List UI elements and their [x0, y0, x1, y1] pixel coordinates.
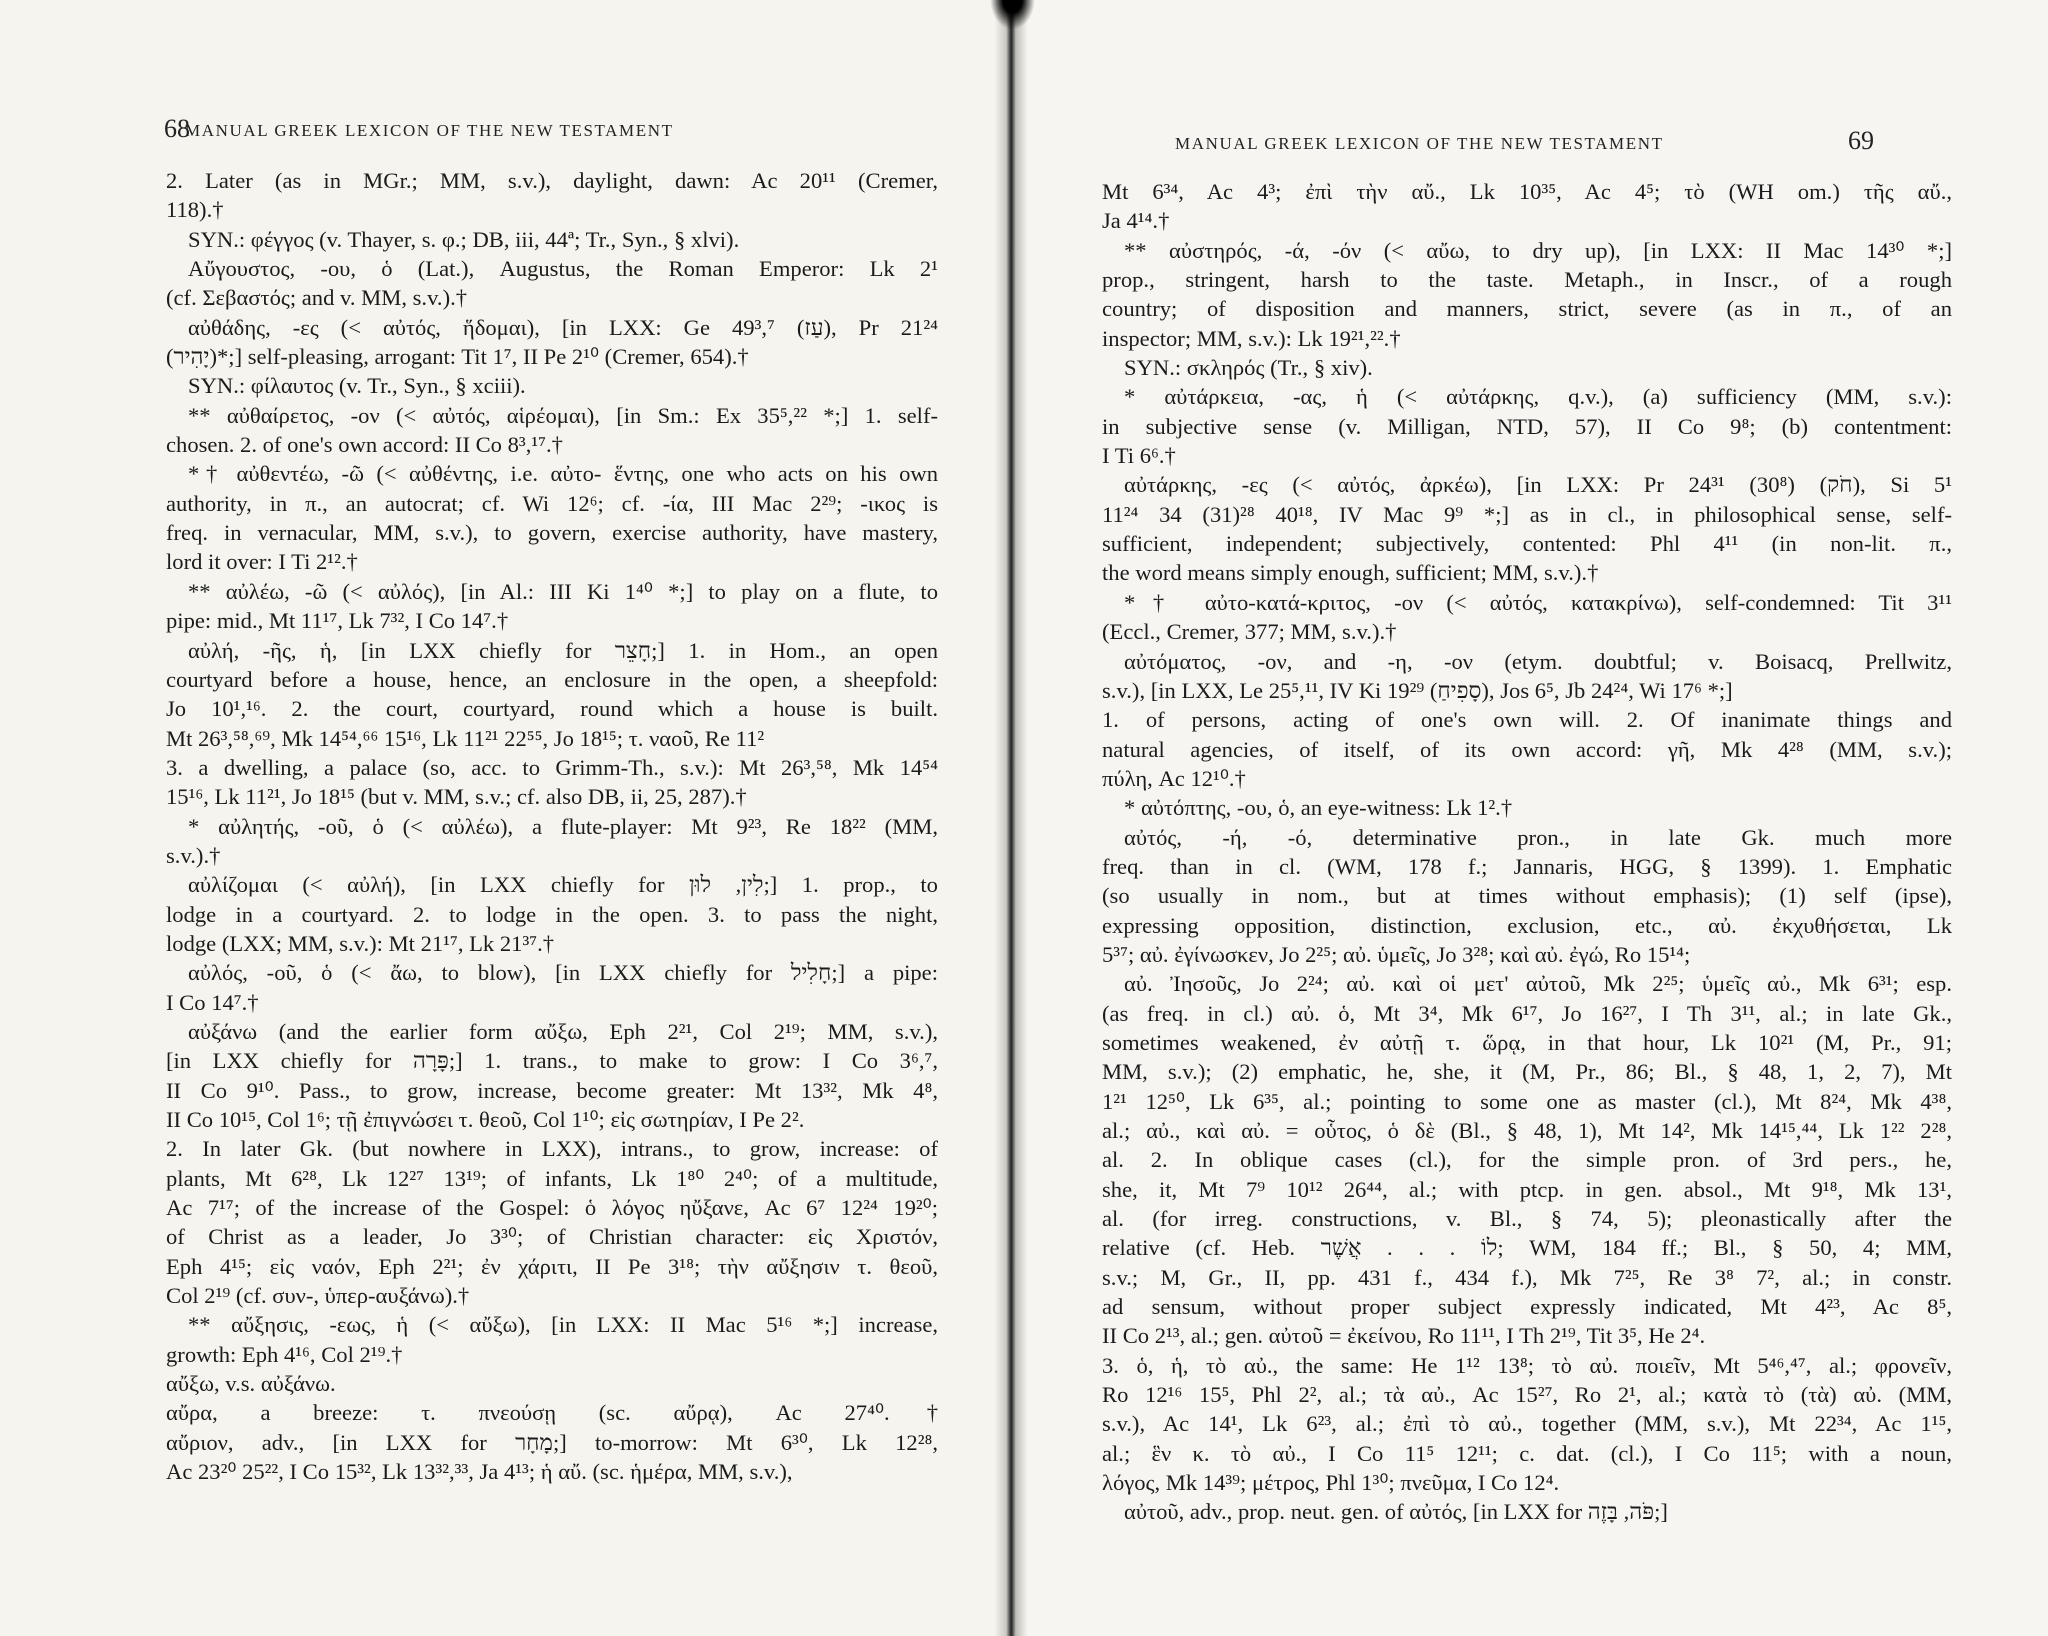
text-line: ** αὐθαίρετος, -ον (< αὐτός, αἱρέομαι), [in Sm.: Ex 35⁵,²² *;] 1. self- — [188, 402, 938, 428]
text-line: 118).† — [166, 197, 224, 223]
text-line: II Co 9¹⁰. Pass., to grow, increase, become greater: Mt 13³², Mk 4⁸, — [166, 1077, 938, 1103]
text-line: al.; ἓν κ. τὸ αὐ., I Co 11⁵ 12¹¹; c. dat. (cl.), I Co 11⁵; with a noun, — [1102, 1440, 1952, 1466]
text-line: 2. Later (as in MGr.; MM, s.v.), daylight, dawn: Ac 20¹¹ (Cremer, — [166, 168, 938, 193]
text-line: αὔρα, a breeze: τ. πνεούσῃ (sc. αὔρᾳ), Ac 27⁴⁰.† — [166, 1400, 938, 1426]
right-page — [1010, 0, 2048, 1636]
left-running-head: MANUAL GREEK LEXICON OF THE NEW TESTAMENT — [185, 121, 674, 140]
text-line: ** αὐστηρός, -ά, -όν (< αὔω, to dry up), [in LXX: II Mac 14³⁰ *;] — [1124, 237, 1952, 263]
left-text-block — [166, 166, 938, 1486]
text-line: s.v.), Ac 14¹, Lk 6²³, al.; ἐπὶ τὸ αὐ., together (MM, s.v.), Mt 22³⁴, Ac 1¹⁵, — [1102, 1411, 1952, 1437]
text-line: MM, s.v.); (2) emphatic, he, she, it (M, Pr., 86; Bl., § 48, 1, 2, 7), Mt — [1102, 1059, 1952, 1085]
text-line: ** αὔξησις, -εως, ἡ (< αὔξω), [in LXX: II Mac 5¹⁶ *;] increase, — [188, 1312, 938, 1338]
right-running-head: MANUAL GREEK LEXICON OF THE NEW TESTAMENT — [1175, 134, 1664, 153]
text-line: 3. a dwelling, a palace (so, acc. to Grimm-Th., s.v.): Mt 26³,⁵⁸, Mk 14⁵⁴ — [166, 754, 938, 780]
text-line: SYN.: σκληρός (Tr., § xiv). — [1124, 355, 1373, 381]
text-line: (cf. Σεβαστός; and v. MM, s.v.).† — [166, 285, 468, 311]
left-page — [0, 0, 1010, 1636]
text-line: pipe: mid., Mt 11¹⁷, Lk 7³², I Co 14⁷.† — [166, 608, 509, 634]
text-line: ** αὐλέω, -ῶ (< αὐλός), [in Al.: III Ki 1⁴⁰ *;] to play on a flute, to — [188, 578, 938, 604]
text-line: she, it, Mt 7⁹ 10¹² 26⁴⁴, al.; with ptcp. in gen. absol., Mt 9¹⁸, Mk 13¹, — [1102, 1176, 1952, 1202]
text-line: al. (for irreg. constructions, v. Bl., § 74, 5); pleonastically after the — [1102, 1206, 1952, 1232]
text-line: αὐλός, -οῦ, ὁ (< ἄω, to blow), [in LXX chiefly for חָלִיל;] a pipe: — [188, 960, 938, 986]
right-page-number: 69 — [1848, 126, 1874, 155]
text-line: chosen. 2. of one's own accord: II Co 8³,¹⁷.† — [166, 432, 563, 458]
text-line: πύλη, Ac 12¹⁰.† — [1102, 765, 1246, 791]
text-line: relative (cf. Heb. לוֹ . . . אֲשֶׁר; WM, 184 ff.; Bl., § 50, 4; MM, — [1102, 1235, 1952, 1261]
text-line: 1²¹ 12⁵⁰, Lk 6³⁵, al.; pointing to some one as master (cl.), Mt 8²⁴, Mk 4³⁸, — [1102, 1088, 1952, 1114]
left-page-number: 68 — [164, 114, 190, 143]
text-line: (so usually in nom., but at times without emphasis); (1) self (ipse), — [1102, 883, 1952, 909]
text-line: Ac 7¹⁷; of the increase of the Gospel: ὁ λόγος ηὔξανε, Ac 6⁷ 12²⁴ 19²⁰; — [166, 1195, 938, 1221]
text-line: lord it over: I Ti 2¹².† — [166, 549, 358, 575]
text-line: al. 2. In oblique cases (cl.), for the simple pron. of 3rd pers., he, — [1102, 1147, 1952, 1173]
text-line: Eph 4¹⁵; εἰς ναόν, Eph 2²¹; ἐν χάριτι, II Pe 3¹⁸; τὴν αὔξησιν τ. θεοῦ, — [166, 1253, 938, 1279]
text-line: αὔξω, v.s. αὐξάνω. — [166, 1371, 336, 1397]
text-line: Jo 10¹,¹⁶. 2. the court, courtyard, round which a house is built. — [166, 696, 938, 722]
text-line: plants, Mt 6²⁸, Lk 12²⁷ 13¹⁹; of infants, Lk 1⁸⁰ 2⁴⁰; of a multitude, — [166, 1165, 938, 1191]
text-line: SYN.: φίλαυτος (v. Tr., Syn., § xciii). — [188, 373, 526, 399]
text-line: 5³⁷; αὐ. ἐγίνωσκεν, Jo 2²⁵; αὐ. ὑμεῖς, Jo 3²⁸; καὶ αὐ. ἐγώ, Ro 15¹⁴; — [1102, 941, 1691, 967]
text-line: ad sensum, without proper subject expressly indicated, Mt 4²³, Ac 8⁵, — [1102, 1294, 1952, 1320]
text-line: I Co 14⁷.† — [166, 989, 259, 1015]
text-line: s.v.), [in LXX, Le 25⁵,¹¹, IV Ki 19²⁹ (סָפִיחַ), Jos 6⁵, Jb 24²⁴, Wi 17⁶ *;] — [1102, 677, 1733, 703]
text-line: αὐτοῦ, adv., prop. neut. gen. of αὐτός, [in LXX for פֹּה, בָּזֶה;] — [1124, 1499, 1668, 1525]
text-line: Ja 4¹⁴.† — [1102, 208, 1170, 234]
text-line: αὐτός, -ή, -ό, determinative pron., in late Gk. much more — [1124, 824, 1952, 850]
text-line: αὐξάνω (and the earlier form αὔξω, Eph 2²¹, Col 2¹⁹; MM, s.v.), — [188, 1018, 938, 1044]
text-line: Ro 12¹⁶ 15⁵, Phl 2², al.; τὰ αὐ., Ac 15²⁷, Ro 2¹, al.; κατὰ τὸ (τὰ) αὐ. (MM, — [1102, 1382, 1952, 1408]
text-line: αὐτόματος, -ον, and -η, -ον (etym. doubtful; v. Boisacq, Prellwitz, — [1124, 648, 1952, 674]
text-line: I Ti 6⁶.† — [1102, 443, 1176, 469]
text-line: lodge in a courtyard. 2. to lodge in the open. 3. to pass the night, — [166, 901, 938, 927]
text-line: Αὔγουστος, -ου, ὁ (Lat.), Augustus, the Roman Emperor: Lk 2¹ — [188, 256, 938, 282]
text-line: (יָהִיר)*;] self-pleasing, arrogant: Tit 1⁷, II Pe 2¹⁰ (Cremer, 654).† — [166, 344, 749, 370]
text-line: *† αὐθεντέω, -ῶ (< αὐθέντης, i.e. αὐτο- ἕντης, one who acts on his own — [188, 461, 938, 487]
text-line: sometimes weakened, ἐν αὐτῇ τ. ὥρᾳ, in that hour, Lk 10²¹ (M, Pr., 91; — [1102, 1029, 1952, 1055]
text-line: SYN.: φέγγος (v. Thayer, s. φ.; DB, iii, 44ª; Tr., Syn., § xlvi). — [188, 226, 740, 252]
text-line: αὐλίζομαι (< αὐλή), [in LXX chiefly for לִין, לוּן;] 1. prop., to — [188, 872, 938, 898]
text-line: the word means simply enough, sufficient; MM, s.v.).† — [1102, 560, 1599, 586]
text-line: authority, in π., an autocrat; cf. Wi 12⁶; cf. -ία, III Mac 2²⁹; -ικος is — [166, 490, 938, 516]
text-line: of Christ as a leader, Jo 3³⁰; of Christian character: εἰς Χριστόν, — [166, 1224, 938, 1250]
text-line: II Co 10¹⁵, Col 1⁶; τῇ ἐπιγνώσει τ. θεοῦ, Col 1¹⁰; εἰς σωτηρίαν, I Pe 2². — [166, 1107, 805, 1132]
text-line: αὐλή, -ῆς, ἡ, [in LXX chiefly for חָצֵר;] 1. in Hom., an open — [188, 637, 938, 663]
text-line: (as freq. in cl.) αὐ. ὁ, Mt 3⁴, Mk 6¹⁷, Jo 16²⁷, I Th 3¹¹, al.; in late Gk., — [1102, 1000, 1952, 1026]
text-line: expressing opposition, distinction, exclusion, etc., αὐ. ἐκχυθήσεται, Lk — [1102, 912, 1952, 938]
text-line: Col 2¹⁹ (cf. συν-, ὑπερ-αυξάνω).† — [166, 1283, 470, 1309]
text-line: 3. ὁ, ἡ, τὸ αὐ., the same: He 1¹² 13⁸; τὸ αὐ. ποιεῖν, Mt 5⁴⁶,⁴⁷, al.; φρονεῖν, — [1102, 1352, 1952, 1378]
gutter-shadow — [990, 0, 1035, 30]
text-line: II Co 2¹³, al.; gen. αὐτοῦ = ἐκείνου, Ro 11¹¹, I Th 2¹⁹, Tit 3⁵, He 2⁴. — [1102, 1323, 1706, 1349]
book-gutter — [995, 0, 1027, 1636]
text-line: αὐ. Ἰησοῦς, Jo 2²⁴; αὐ. καὶ οἱ μετ' αὐτοῦ, Mk 2²⁵; ὑμεῖς αὐ., Mk 6³¹; esp. — [1124, 971, 1952, 997]
text-line: αὔριον, adv., [in LXX for מָחָר;] to-morrow: Mt 6³⁰, Lk 12²⁸, — [166, 1429, 938, 1455]
text-line: 11²⁴ 34 (31)²⁸ 40¹⁸, IV Mac 9⁹ *;] as in cl., in philosophical sense, self- — [1102, 501, 1952, 527]
text-line: sufficient, independent; subjectively, contented: Phl 4¹¹ (in non-lit. π., — [1102, 531, 1952, 557]
text-line: country; of disposition and manners, strict, severe (as in π., of an — [1102, 296, 1952, 322]
text-line: freq. in vernacular, MM, s.v.), to govern, exercise authority, have mastery, — [166, 520, 938, 546]
text-line: * αὐτάρκεια, -ας, ἡ (< αὐτάρκης, q.v.), (a) sufficiency (MM, s.v.): — [1124, 384, 1952, 410]
text-line: s.v.).† — [166, 842, 221, 868]
text-line: 15¹⁶, Lk 11²¹, Jo 18¹⁵ (but v. MM, s.v.; cf. also DB, ii, 25, 287).† — [166, 784, 747, 810]
text-line: natural agencies, of itself, of its own accord: γῆ, Mk 4²⁸ (MM, s.v.); — [1102, 736, 1952, 762]
right-text-block — [1102, 177, 1952, 1527]
text-line: growth: Eph 4¹⁶, Col 2¹⁹.† — [166, 1341, 403, 1367]
text-line: freq. than in cl. (WM, 178 f.; Jannaris, HGG, § 1399). 1. Emphatic — [1102, 853, 1952, 879]
text-line: * αὐλητής, -οῦ, ὁ (< αὐλέω), a flute-player: Mt 9²³, Re 18²² (MM, — [188, 813, 938, 839]
text-line: inspector; MM, s.v.): Lk 19²¹,²².† — [1102, 325, 1401, 351]
text-line: λόγος, Mk 14³⁹; μέτρος, Phl 1³⁰; πνεῦμα, I Co 12⁴. — [1102, 1470, 1560, 1496]
text-line: αὐθάδης, -ες (< αὐτός, ἥδομαι), [in LXX: Ge 49³,⁷ (עַז), Pr 21²⁴ — [188, 314, 938, 340]
text-line: Mt 26³,⁵⁸,⁶⁹, Mk 14⁵⁴,⁶⁶ 15¹⁶, Lk 11²¹ 22⁵⁵, Jo 18¹⁵; τ. ναοῦ, Re 11² — [166, 725, 765, 751]
text-line: courtyard before a house, hence, an enclosure in the open, a sheepfold: — [166, 666, 938, 692]
text-line: al.; αὐ., καὶ αὐ. = οὗτος, ὁ δὲ (Bl., § 48, 1), Mt 14², Mk 14¹⁵,⁴⁴, Lk 1²² 2²⁸, — [1102, 1118, 1952, 1143]
text-line: s.v.; M, Gr., II, pp. 431 f., 434 f.), Mk 7²⁵, Re 3⁸ 7², al.; in constr. — [1102, 1264, 1952, 1290]
text-line: 1. of persons, acting of one's own will. 2. Of inanimate things and — [1102, 707, 1952, 733]
text-line: Mt 6³⁴, Ac 4³; ἐπὶ τὴν αὔ., Lk 10³⁵, Ac 4⁵; τὸ (WH om.) τῆς αὔ., — [1102, 179, 1952, 204]
text-line: prop., stringent, harsh to the taste. Metaph., in Inscr., of a rough — [1102, 267, 1952, 293]
text-line: Ac 23²⁰ 25²², I Co 15³², Lk 13³²,³³, Ja 4¹³; ἡ αὔ. (sc. ἡμέρα, MM, s.v.), — [166, 1459, 793, 1485]
text-line: in subjective sense (v. Milligan, NTD, 57), II Co 9⁸; (b) contentment: — [1102, 413, 1952, 439]
text-line: αὐτάρκης, -ες (< αὐτός, ἀρκέω), [in LXX: Pr 24³¹ (30⁸) (חֹק), Si 5¹ — [1124, 472, 1952, 498]
text-line: (Eccl., Cremer, 377; MM, s.v.).† — [1102, 619, 1397, 645]
text-line: lodge (LXX; MM, s.v.): Mt 21¹⁷, Lk 21³⁷.† — [166, 930, 555, 956]
text-line: 2. In later Gk. (but nowhere in LXX), intrans., to grow, increase: of — [166, 1136, 938, 1162]
text-line: *† αὐτο-κατά-κριτος, -ον (< αὐτός, κατακρίνω), self-condemned: Tit 3¹¹ — [1124, 589, 1952, 615]
text-line: * αὐτόπτης, -ου, ὁ, an eye-witness: Lk 1².† — [1124, 795, 1513, 821]
text-line: [in LXX chiefly for פָּרָה;] 1. trans., to make to grow: I Co 3⁶,⁷, — [166, 1048, 938, 1074]
